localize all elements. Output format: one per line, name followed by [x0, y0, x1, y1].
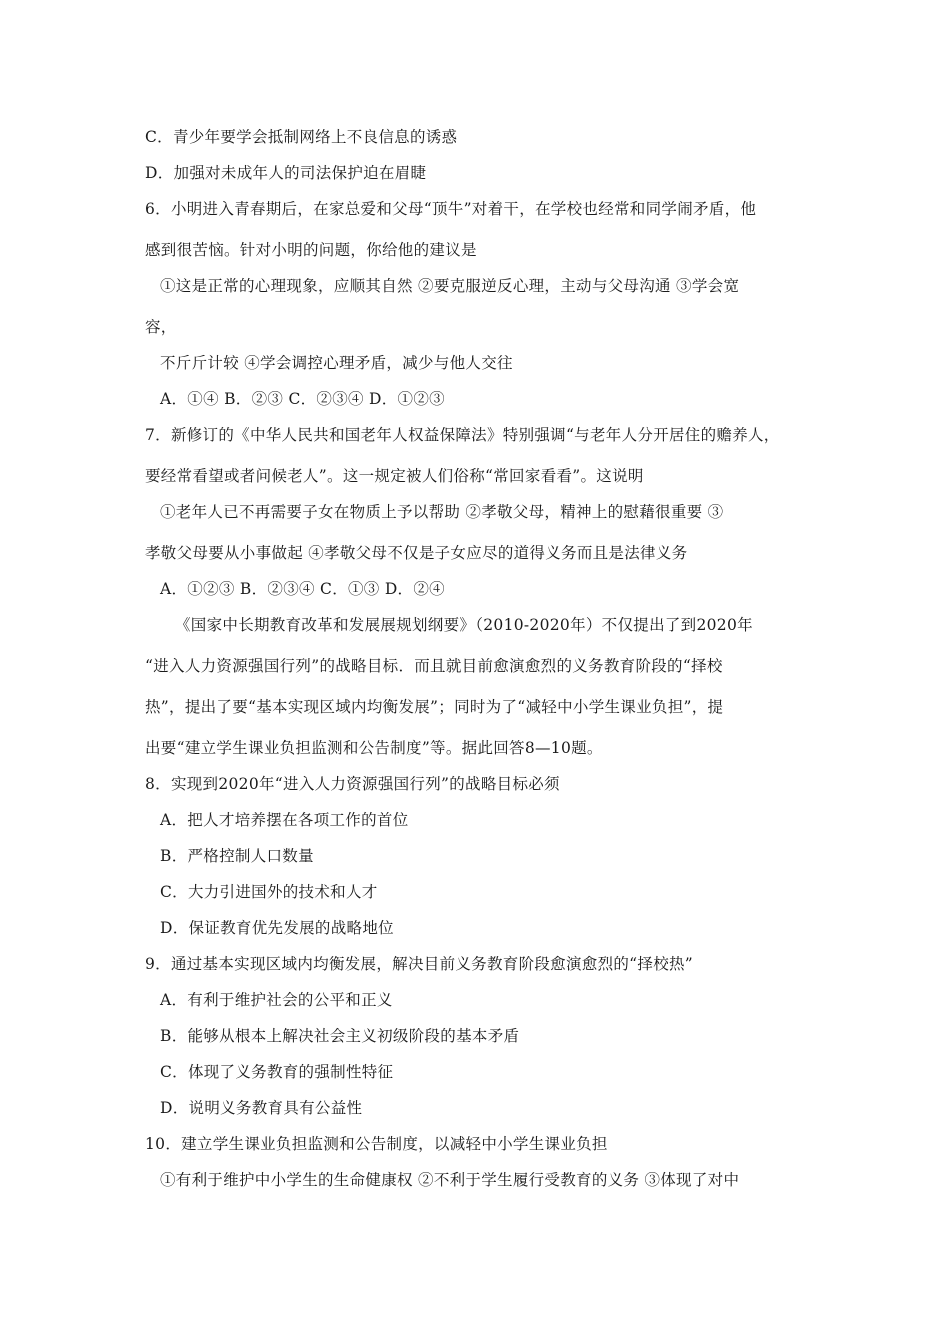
passage-line: 热”，提出了要“基本实现区域内均衡发展”；同时为了“减轻中小学生课业负担”，提 [145, 698, 724, 716]
option-line: B．能够从根本上解决社会主义初级阶段的基本矛盾 [160, 1027, 520, 1045]
question-7-stem: 7．新修订的《中华人民共和国老年人权益保障法》特别强调“与老年人分开居住的赡养人， [145, 426, 780, 444]
question-6-stem: 6．小明进入青春期后，在家总爱和父母“顶牛”对着干，在学校也经常和同学闹矛盾，他 [145, 200, 757, 218]
question-8-stem: 8．实现到2020年“进入人力资源强国行列”的战略目标必须 [145, 775, 560, 793]
statement-line: ①老年人已不再需要子女在物质上予以帮助 ②孝敬父母，精神上的慰藉很重要 ③ [160, 503, 724, 521]
question-10-stem: 10．建立学生课业负担监测和公告制度，以减轻中小学生课业负担 [145, 1135, 608, 1153]
statement-line: ①有利于维护中小学生的生命健康权 ②不利于学生履行受教育的义务 ③体现了对中 [160, 1171, 740, 1189]
question-7-stem-cont: 要经常看望或者问候老人”。这一规定被人们俗称“常回家看看”。这说明 [145, 467, 644, 485]
option-line: D．说明义务教育具有公益性 [160, 1099, 363, 1117]
statement-line: 不斤斤计较 ④学会调控心理矛盾，减少与他人交往 [160, 354, 513, 372]
option-line: B．严格控制人口数量 [160, 847, 314, 865]
option-line: C．大力引进国外的技术和人才 [160, 883, 378, 901]
option-line: D．加强对未成年人的司法保护迫在眉睫 [145, 164, 427, 182]
statement-line: 容， [145, 318, 177, 336]
question-9-stem: 9．通过基本实现区域内均衡发展，解决目前义务教育阶段愈演愈烈的“择校热” [145, 955, 694, 973]
option-line: D．保证教育优先发展的战略地位 [160, 919, 394, 937]
option-line: A．把人才培养摆在各项工作的首位 [160, 811, 409, 829]
passage-line: 《国家中长期教育改革和发展展规划纲要》（2010-2020年）不仅提出了到2020年 [175, 616, 753, 634]
option-line: C．体现了义务教育的强制性特征 [160, 1063, 394, 1081]
question-6-stem-cont: 感到很苦恼。针对小明的问题，你给他的建议是 [145, 241, 477, 259]
passage-line: 出要“建立学生课业负担监测和公告制度”等。据此回答8—10题。 [145, 739, 603, 757]
option-line: A．有利于维护社会的公平和正义 [160, 991, 393, 1009]
option-line: C．青少年要学会抵制网络上不良信息的诱惑 [145, 128, 458, 146]
passage-line: “进入人力资源强国行列”的战略目标．而且就目前愈演愈烈的义务教育阶段的“择校 [145, 657, 723, 675]
statement-line: 孝敬父母要从小事做起 ④孝敬父母不仅是子女应尽的道得义务而且是法律义务 [145, 544, 688, 562]
answer-options: A．①④ B．②③ C．②③④ D．①②③ [160, 390, 445, 408]
answer-options: A．①②③ B．②③④ C．①③ D．②④ [160, 580, 445, 598]
statement-line: ①这是正常的心理现象，应顺其自然 ②要克服逆反心理，主动与父母沟通 ③学会宽 [160, 277, 740, 295]
